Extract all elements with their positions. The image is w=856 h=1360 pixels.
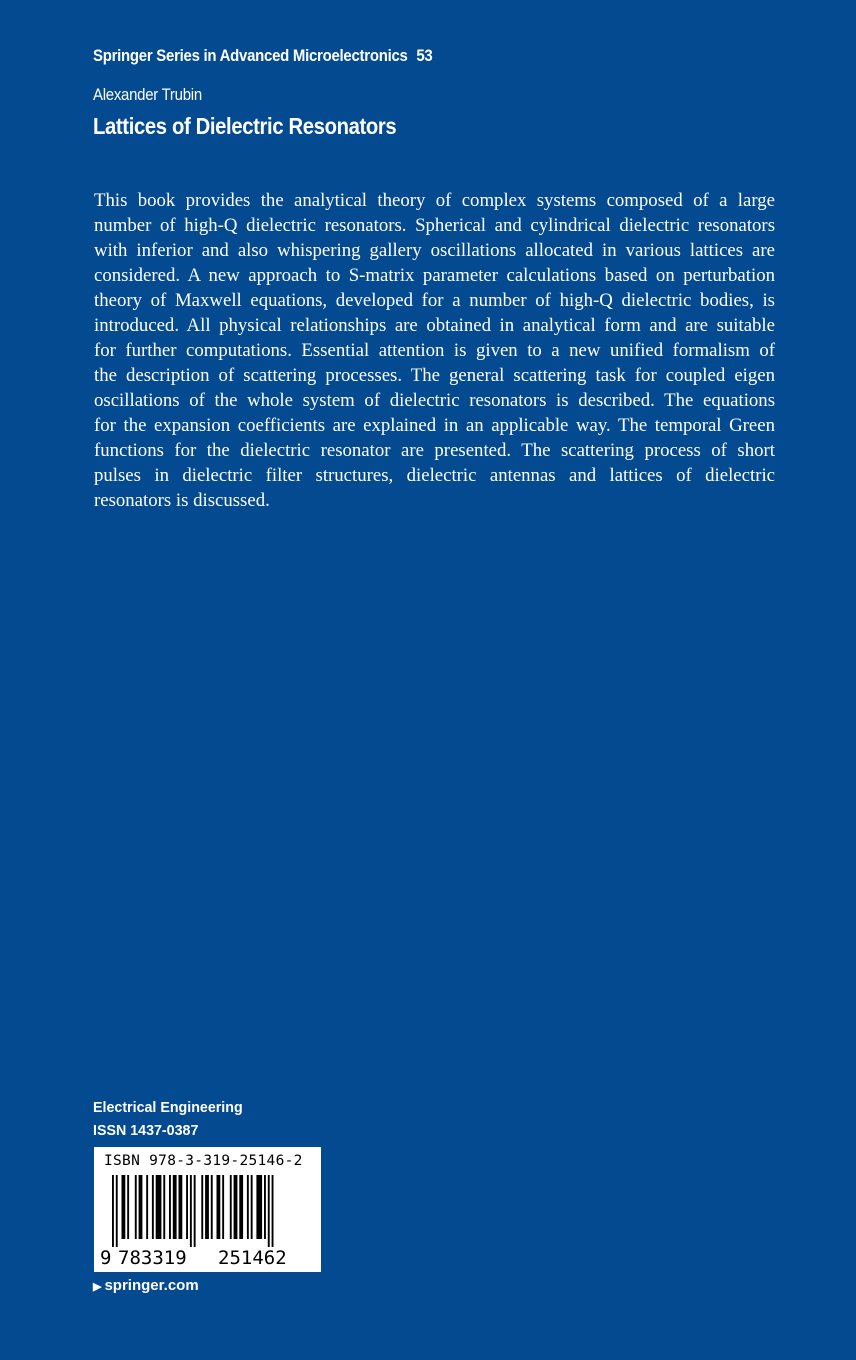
description-line: considered. A new approach to S-matrix parameter calculations based on perturbation [94, 265, 775, 286]
description-line: This book provides the analytical theory of complex systems composed of a large [94, 190, 775, 211]
barcode-bar [173, 1175, 177, 1239]
subject-category: Electrical Engineering [93, 1099, 243, 1116]
series-name: Springer Series in Advanced Microelectronics [93, 46, 408, 65]
book-description [94, 188, 775, 513]
barcode-bar [234, 1175, 238, 1239]
barcode-digit-lead: 9 [100, 1247, 112, 1269]
website-link[interactable] [93, 1277, 199, 1294]
triangle-right-icon: ▶ [93, 1281, 102, 1293]
series-number: 53 [416, 46, 433, 65]
barcode-bar [186, 1175, 188, 1239]
barcode-bar [156, 1175, 162, 1239]
barcode-bar [163, 1175, 165, 1239]
description-line: for the expansion coefficients are explained in an applicable way. The temporal Green [94, 415, 775, 436]
barcode-bar [201, 1175, 203, 1239]
barcode-bar [230, 1175, 232, 1239]
barcode-bar [190, 1175, 192, 1247]
isbn-barcode [94, 1147, 321, 1272]
barcode-bar [135, 1175, 137, 1239]
barcode-bar [264, 1175, 266, 1239]
description-line: oscillations of the whole system of dielectric resonators is described. The equations [94, 390, 775, 411]
barcode-bar [194, 1175, 196, 1247]
author-name: Alexander Trubin [93, 85, 202, 104]
barcode-digits-right: 251462 [218, 1247, 287, 1269]
barcode-bar [222, 1175, 224, 1239]
barcode-bar [268, 1175, 270, 1247]
description-line: pulses in dielectric filter structures, dielectric antennas and lattices of dielectric [94, 465, 775, 486]
barcode-bar [112, 1175, 114, 1247]
barcode-bar [116, 1175, 118, 1247]
barcode-digits-left: 783319 [118, 1247, 187, 1269]
barcode-bar [179, 1175, 183, 1239]
description-line: introduced. All physical relationships are obtained in analytical form and are suitable [94, 315, 775, 336]
subject-block [93, 1096, 243, 1142]
barcode-bar [205, 1175, 209, 1239]
barcode-bar [247, 1175, 249, 1239]
book-title: Lattices of Dielectric Resonators [93, 113, 397, 139]
barcode-graphic [94, 1147, 321, 1272]
barcode-bar [122, 1175, 126, 1239]
description-line: theory of Maxwell equations, developed for a number of high-Q dielectric bodies, is [94, 290, 775, 311]
barcode-bar [251, 1175, 253, 1239]
barcode-bar [139, 1175, 143, 1239]
barcode-bar [239, 1175, 243, 1239]
barcode-bar [146, 1175, 148, 1239]
description-line: resonators is discussed. [94, 490, 270, 511]
description-line: functions for the dielectric resonator are presented. The scattering process of short [94, 440, 775, 461]
barcode-bar [217, 1175, 221, 1239]
barcode-bar [272, 1175, 274, 1247]
description-line: for further computations. Essential attention is given to a new unified formalism of [94, 340, 775, 361]
description-line: the description of scattering processes. The general scattering task for coupled eigen [94, 365, 775, 386]
barcode-bar [152, 1175, 154, 1239]
barcode-bar [169, 1175, 171, 1239]
barcode-bar [256, 1175, 262, 1239]
barcode-bar [127, 1175, 129, 1239]
issn: ISSN 1437-0387 [93, 1122, 199, 1139]
description-line: number of high-Q dielectric resonators. Spherical and cylindrical dielectric resonators [94, 215, 775, 236]
description-line: with inferior and also whispering gallery oscillations allocated in various lattices are [94, 240, 775, 261]
website-url: springer.com [104, 1277, 199, 1294]
isbn-label: ISBN 978-3-319-25146-2 [104, 1153, 303, 1169]
series-line [93, 46, 432, 66]
barcode-bar [211, 1175, 213, 1239]
